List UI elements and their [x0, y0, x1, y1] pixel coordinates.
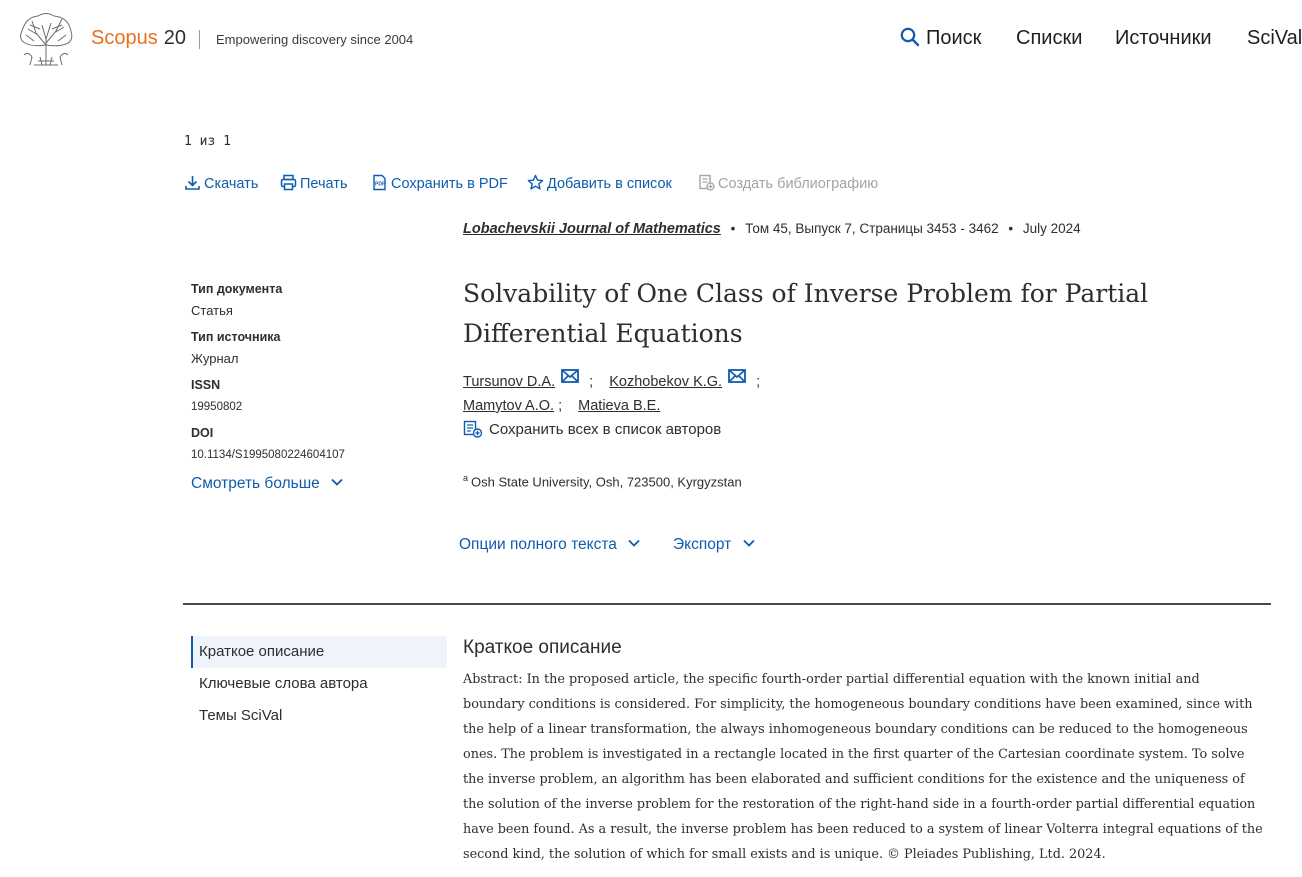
doc-type-value: Статья: [191, 303, 233, 318]
export-dropdown[interactable]: [673, 536, 756, 554]
section-nav-keywords[interactable]: Ключевые слова автора: [199, 675, 368, 692]
issn-label: ISSN: [191, 378, 221, 392]
source-type-label: Тип источника: [191, 330, 281, 344]
author-list-icon: [463, 420, 483, 438]
download-label: Скачать: [204, 176, 259, 192]
full-text-options-dropdown[interactable]: [459, 536, 641, 554]
scopus-brand[interactable]: [91, 27, 186, 50]
issn-value: 19950802: [191, 401, 243, 413]
publication-date: July 2024: [1022, 221, 1081, 236]
author-list: [463, 369, 766, 418]
star-icon: [527, 174, 544, 191]
svg-text:PDF: PDF: [375, 181, 385, 188]
author-separator: ;: [558, 398, 563, 414]
section-divider: [183, 603, 1271, 605]
author-row: [463, 394, 766, 418]
author-link[interactable]: Kozhobekov K.G.: [609, 374, 723, 390]
author-link[interactable]: Tursunov D.A.: [463, 374, 556, 390]
author-row: [463, 369, 766, 394]
mail-icon[interactable]: [561, 369, 579, 383]
mail-icon[interactable]: [728, 369, 746, 383]
author-link[interactable]: Mamytov A.O.: [463, 398, 555, 414]
source-info: [463, 221, 1081, 237]
section-nav: [191, 636, 447, 732]
author-separator: ;: [589, 374, 594, 390]
nav-sources[interactable]: Источники: [1115, 27, 1212, 49]
volume-issue-pages: Том 45, Выпуск 7, Страницы 3453 - 3462: [745, 221, 999, 236]
result-counter: 1 из 1: [184, 134, 231, 149]
header-divider: [199, 30, 200, 49]
nav-search[interactable]: [900, 27, 981, 50]
add-to-list-label: Добавить в список: [547, 176, 672, 192]
author-separator: ;: [756, 374, 761, 390]
affiliation-text: Osh State University, Osh, 723500, Kyrgyzstan: [471, 474, 742, 490]
chevron-down-icon: [330, 475, 344, 489]
article-title: Solvability of One Class of Inverse Problem for Partial Differential Equations: [463, 279, 1149, 348]
download-icon: [184, 174, 201, 191]
affiliation: [463, 473, 742, 489]
pdf-icon: [371, 174, 388, 191]
nav-lists[interactable]: Списки: [1016, 27, 1083, 49]
nav-search-label: Поиск: [926, 27, 982, 49]
print-button[interactable]: [280, 174, 348, 192]
save-all-authors-button[interactable]: [463, 420, 721, 438]
tagline: Empowering discovery since 2004: [216, 32, 414, 47]
source-type-value: Журнал: [191, 351, 239, 366]
create-bibliography-button[interactable]: [698, 174, 878, 192]
separator-dot: •: [730, 221, 736, 236]
save-pdf-button[interactable]: [371, 174, 508, 192]
search-icon: [900, 27, 920, 47]
journal-link[interactable]: Lobachevskii Journal of Mathematics: [463, 221, 721, 237]
affiliation-marker: a: [463, 473, 469, 483]
section-nav-scival[interactable]: Темы SciVal: [199, 707, 283, 724]
abstract-text: Abstract: In the proposed article, the specific fourth-order partial differential equation with the known initial and boundary conditions is considered. For simplicity, the homogeneous boundary conditions have been examined, since with the help of a linear transformation, the always inhomogeneous boundary conditions can be reduced to the homogeneous ones. The problem is investigated in a rectangle located in the first quarter of the Cartesian coordinate system. To solve the inverse problem, an algorithm has been elaborated and sufficient conditions for the existence and the uniqueness of the solution of the inverse problem for the restoration of the right-hand side in a fourth-order partial differential equation have been found. As a result, the inverse problem has been reduced to a system of linear Volterra integral equations of the second kind, the solution of which for small exists and is unique. © Pleiades Publishing, Ltd. 2024.: [463, 672, 1263, 862]
download-button[interactable]: [184, 174, 258, 192]
brand-name: Scopus: [91, 27, 158, 49]
elsevier-tree-logo[interactable]: [16, 11, 76, 67]
section-nav-abstract[interactable]: Краткое описание: [191, 636, 447, 668]
create-bibliography-label: Создать библиографию: [718, 176, 879, 192]
add-to-list-button[interactable]: [527, 174, 672, 192]
chevron-down-icon: [742, 536, 756, 550]
header: [0, 0, 1302, 80]
print-label: Печать: [300, 176, 348, 192]
see-more-label: Смотреть больше: [191, 475, 320, 492]
doi-label: DOI: [191, 426, 214, 440]
export-label: Экспорт: [673, 536, 732, 553]
save-all-authors-label: Сохранить всех в список авторов: [489, 421, 722, 438]
print-icon: [280, 174, 297, 191]
separator-dot: •: [1008, 221, 1014, 236]
chevron-down-icon: [627, 536, 641, 550]
bibliography-icon: [698, 174, 715, 191]
brand-number: 20: [163, 27, 186, 49]
doi-value: 10.1134/S1995080224604107: [191, 449, 345, 461]
nav-scival[interactable]: SciVal: [1247, 27, 1302, 49]
full-text-options-label: Опции полного текста: [459, 536, 617, 553]
save-pdf-label: Сохранить в PDF: [391, 176, 508, 192]
abstract-heading: Краткое описание: [463, 637, 622, 658]
doc-type-label: Тип документа: [191, 282, 283, 296]
see-more-button[interactable]: [191, 475, 344, 493]
author-link[interactable]: Matieva B.E.: [578, 398, 661, 414]
